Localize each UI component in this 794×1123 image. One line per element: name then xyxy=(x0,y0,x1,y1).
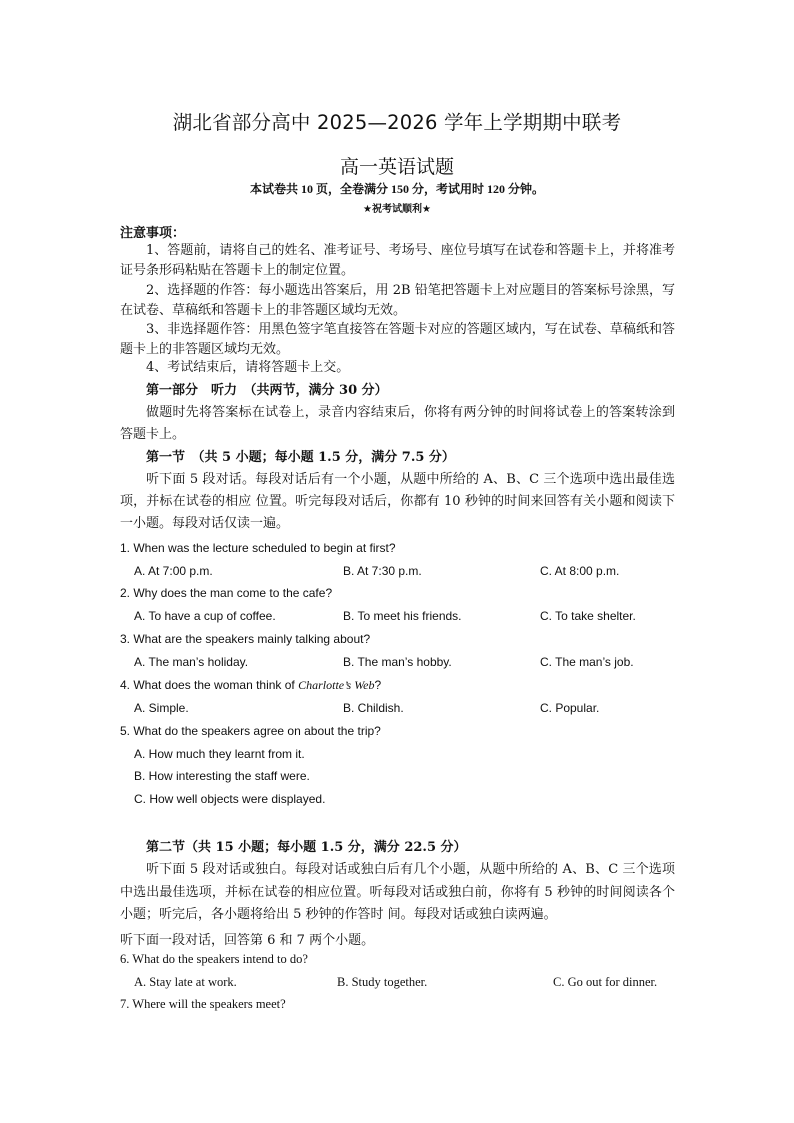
section1-intro: 听下面 5 段对话。每段对话后有一个小题，从题中所给的 A、B、C 三个选项中选出最佳选项，并标在试卷的相应 位置。听完每段对话后，你都有 10 秒钟的时间来回答有关小题和阅读下一小题。每段对话仅读一遍。 xyxy=(120,472,675,531)
notice-item-4: 4、考试结束后，请将答题卡上交。 xyxy=(146,360,350,375)
q5-option-b: B. How interesting the staff were. xyxy=(134,769,310,783)
q6-option-a: A. Stay late at work. xyxy=(134,975,237,989)
q6-option-b: B. Study together. xyxy=(337,975,428,989)
q3-option-c: C. The man’s job. xyxy=(540,655,634,669)
question-1: 1. When was the lecture scheduled to begin at first? xyxy=(120,541,396,555)
q4-option-c: C. Popular. xyxy=(540,701,600,715)
q6-option-c: C. Go out for dinner. xyxy=(553,975,658,989)
q5-option-c: C. How well objects were displayed. xyxy=(134,792,326,806)
q1-option-a: A. At 7:00 p.m. xyxy=(134,564,213,578)
section2-heading: 第二节（共 15 小题；每小题 1.5 分，满分 22.5 分） xyxy=(146,840,467,855)
section2-lead: 听下面一段对话，回答第 6 和 7 两个小题。 xyxy=(120,933,375,948)
question-6: 6. What do the speakers intend to do? xyxy=(120,952,308,966)
question-3: 3. What are the speakers mainly talking about? xyxy=(120,632,371,646)
notice-heading: 注意事项： xyxy=(120,226,186,241)
q2-option-a: A. To have a cup of coffee. xyxy=(134,609,276,623)
question-5: 5. What do the speakers agree on about the trip? xyxy=(120,724,381,738)
q3-option-a: A. The man’s holiday. xyxy=(134,655,249,669)
notice-item-1: 1、答题前，请将自己的姓名、准考证号、考场号、座位号填写在试卷和答题卡上，并将准考证号条形码粘贴在答题卡上的制定位置。 xyxy=(120,243,675,278)
exam-title: 湖北省部分高中 2025—2026 学年上学期期中联考 xyxy=(172,111,622,134)
q5-option-a: A. How much they learnt from it. xyxy=(134,747,305,761)
part1-heading: 第一部分 听力 （共两节，满分 30 分） xyxy=(146,383,388,398)
book-title: Charlotte’s Web xyxy=(298,678,375,692)
q4-option-a: A. Simple. xyxy=(134,701,189,715)
q2-option-c: C. To take shelter. xyxy=(540,609,636,623)
section1-heading: 第一节 （共 5 小题；每小题 1.5 分，满分 7.5 分） xyxy=(146,450,455,465)
q4-option-b: B. Childish. xyxy=(343,701,404,715)
section2-intro: 听下面 5 段对话或独白。每段对话或独白后有几个小题，从题中所给的 A、B、C 三个选项中选出最佳选项，并标在试卷的相应位置。听每段对话或独白前，你将有 5 秒钟的时间阅读各个小题；听完后，各小题将给出 5 秒钟的作答时 间。每段对话或独白读两遍。 xyxy=(120,862,675,922)
notice-item-3: 3、非选择题作答：用黑色签字笔直接答在答题卡对应的答题区域内，写在试卷、草稿纸和答题卡上的非答题区域均无效。 xyxy=(120,322,675,357)
q1-option-c: C. At 8:00 p.m. xyxy=(540,564,620,578)
question-7: 7. Where will the speakers meet? xyxy=(120,997,286,1011)
part1-intro: 做题时先将答案标在试卷上，录音内容结束后，你将有两分钟的时间将试卷上的答案转涂到答题卡上。 xyxy=(120,405,675,442)
question-4-text: 4. What does the woman think of xyxy=(120,678,299,692)
question-2: 2. Why does the man come to the cafe? xyxy=(120,586,333,600)
exam-wish: ★祝考试顺利★ xyxy=(363,204,431,215)
q1-option-b: B. At 7:30 p.m. xyxy=(343,564,422,578)
question-4-end: ? xyxy=(374,678,382,692)
q2-option-b: B. To meet his friends. xyxy=(343,609,462,623)
exam-info: 本试卷共 10 页，全卷满分 150 分，考试用时 120 分钟。 xyxy=(249,182,544,196)
question-4 xyxy=(120,678,381,693)
q3-option-b: B. The man’s hobby. xyxy=(343,655,452,669)
exam-subtitle: 高一英语试题 xyxy=(339,156,454,178)
notice-item-2: 2、选择题的作答：每小题选出答案后，用 2B 铅笔把答题卡上对应题目的答案标号涂黑，写在试卷、草稿纸和答题卡上的非答题区域均无效。 xyxy=(120,283,675,318)
